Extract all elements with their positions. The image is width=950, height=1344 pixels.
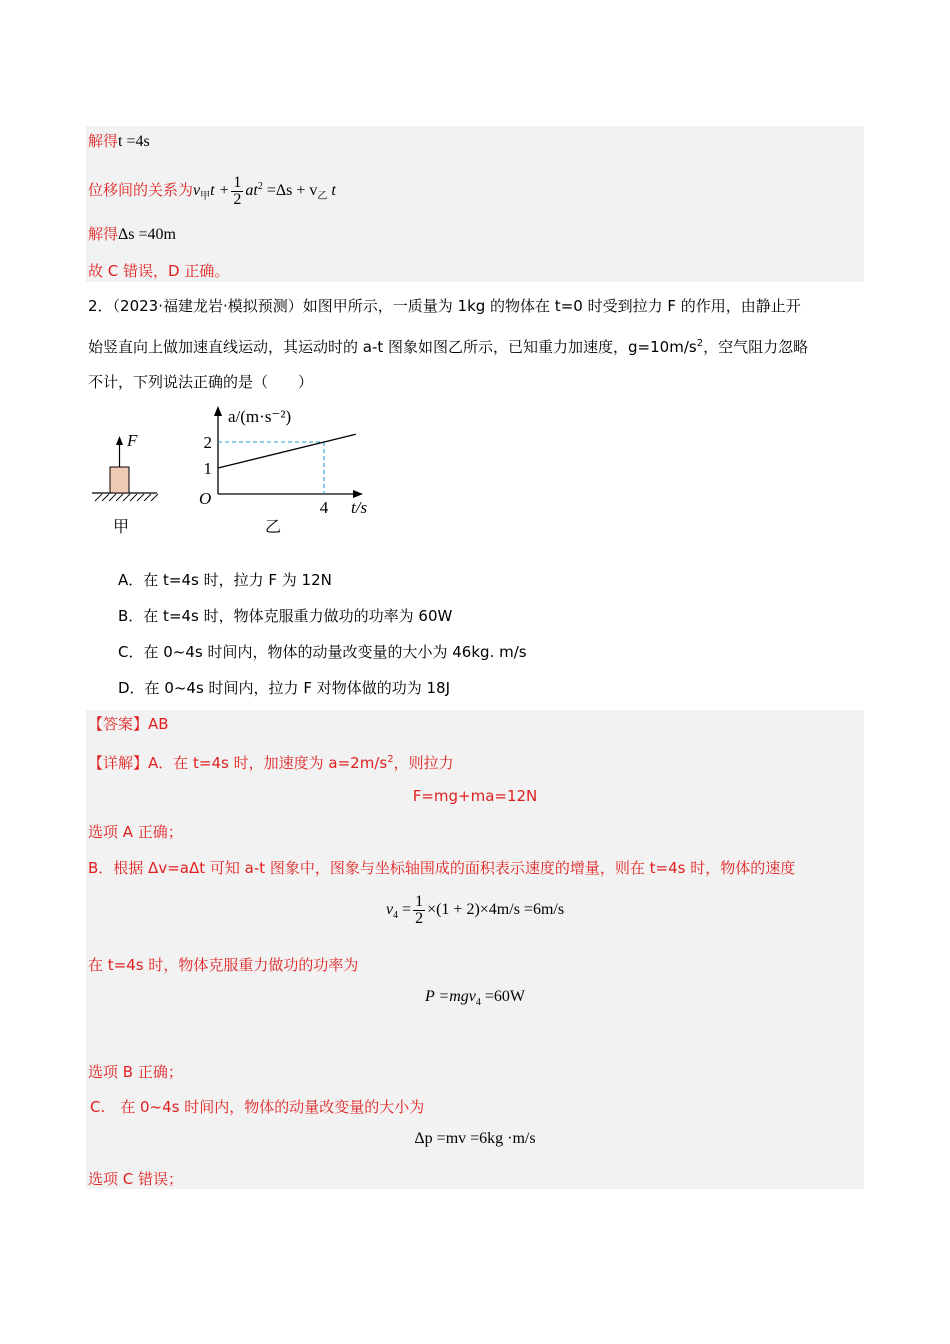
option-a: A．在 t=4s 时，拉力 F 为 12N (118, 571, 332, 589)
equation-ds: Δs =40m (118, 226, 176, 243)
equation-p: P =mgv$_4$ =60W (424, 988, 526, 1008)
fig-b-caption: 乙 (265, 517, 282, 536)
c-wrong: 选项 C 错误； (88, 1170, 184, 1188)
a-correct: 选项 A 正确； (88, 823, 183, 841)
figure-diagram (85, 400, 385, 540)
question-line-3: 不计，下列说法正确的是（ ） (88, 373, 314, 391)
solution-line-ds (88, 224, 176, 245)
fig-a-caption: 甲 (113, 517, 130, 536)
origin-label: O (199, 489, 212, 508)
block (110, 467, 129, 493)
force-label: F (127, 431, 138, 450)
detail-a-line: 【详解】A．在 t=4s 时，加速度为 $a=2m/s^2$，则拉力 (88, 754, 454, 772)
equation-t: t =4s (118, 133, 150, 150)
data-line (218, 434, 356, 468)
answer-line: 【答案】AB (88, 715, 169, 733)
option-c: C．在 0~4s 时间内，物体的动量改变量的大小为 46kg. m/s (118, 643, 527, 661)
solution-conclusion: 故 C 错误，D 正确。 (88, 262, 230, 280)
y-axis-label: a/(m·s⁻²) (228, 407, 292, 426)
x-axis-label: t/s (351, 498, 368, 517)
c-intro: C. 在 0~4s 时间内，物体的动量改变量的大小为 (90, 1098, 425, 1116)
solution-line-displacement (88, 170, 336, 214)
b-intro: B．根据 Δv=aΔt 可知 a-t 图象中，图象与坐标轴围成的面积表示速度的增量，则在 t=4s 时，物体的速度 (88, 859, 796, 877)
b-power: 在 t=4s 时，物体克服重力做功的功率为 (88, 956, 359, 974)
solution-line-t (88, 131, 150, 152)
x-tick-4: 4 (319, 498, 329, 517)
y-tick-1: 1 (203, 459, 212, 478)
equation-dp: Δp =mv =6kg ·m/s (414, 1130, 536, 1147)
option-b: B．在 t=4s 时，物体克服重力做功的功率为 60W (118, 607, 453, 625)
equation-displacement: $v_甲t$ + $\frac{1}{2}$ $at^2 =\Delta s + v_乙$ t (193, 173, 336, 208)
solution-block-answer (86, 710, 864, 1189)
equation-f: F=mg+ma=12N (412, 787, 538, 805)
question-line-1: 2．（2023·福建龙岩·模拟预测）如图甲所示，一质量为 1kg 的物体在 t=0 时受到拉力 F 的作用，由静止开 (88, 297, 801, 315)
force-diagram (92, 431, 158, 536)
equation-v4: $v_4$ = $\frac{1}{2}$ ×(1 + 2)×4m/s =6m/s (385, 892, 565, 927)
option-d: D．在 0~4s 时间内，拉力 F 对物体做的功为 18J (118, 679, 451, 697)
y-tick-2: 2 (203, 433, 212, 452)
b-correct: 选项 B 正确； (88, 1063, 183, 1081)
solution-text: 解得 (88, 225, 119, 243)
at-graph (199, 406, 367, 536)
solution-text: 位移间的关系为 (88, 181, 194, 199)
solution-text: 解得 (88, 132, 119, 150)
question-line-2: 始竖直向上做加速直线运动，其运动时的 a-t 图象如图乙所示，已知重力加速度，$g=10m/s^2$，空气阻力忽略 (88, 338, 809, 356)
